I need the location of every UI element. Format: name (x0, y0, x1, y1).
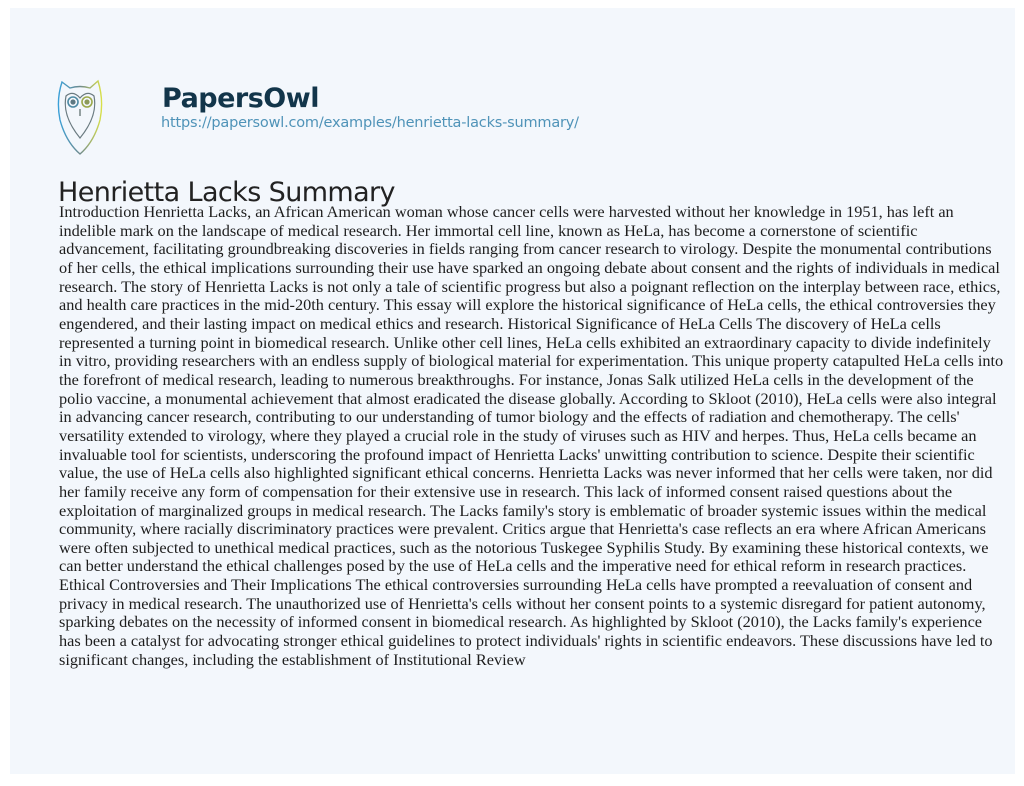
essay-line: versatility extended to virology, where they played a crucial role in the study of viruses such as HIV and herpes. Thus, HeLa cells became an (59, 425, 977, 445)
essay-line: invaluable tool for scientists, underscoring the profound impact of Henrietta Lacks' unwitting contribution to science. Despite their scientific (59, 444, 975, 464)
essay-line: polio vaccine, a monumental achievement that almost eradicated the disease globally. According to Skloot (2010), HeLa cells were also integral (59, 388, 997, 408)
essay-line: Introduction Henrietta Lacks, an African American woman whose cancer cells were harvested without her knowledge in 1951, has left an (59, 202, 954, 221)
essay-line: in vitro, providing researchers with an endless supply of biological material for experimentation. This unique property catapulted HeLa cells into (59, 351, 1004, 371)
essay-line: in advancing cancer research, contributing to our understanding of tumor biology and the effects of radiation and chemotherapy. The cells' (59, 407, 960, 427)
essay-line: can better understand the ethical challenges posed by the use of HeLa cells and the imperative need for ethical reform in research practices. (59, 556, 967, 576)
essay-body (59, 202, 1004, 669)
brand-name: PapersOwl (162, 83, 319, 114)
essay-line: of her cells, the ethical implications surrounding their use have sparked an ongoing debate about consent and the rights of individuals in medical (59, 257, 1000, 277)
essay-line: her family receive any form of compensation for their extensive use in research. This lack of informed consent raised questions about the (59, 481, 953, 501)
essay-line: research. The story of Henrietta Lacks is not only a tale of scientific progress but also a poignant reflection on the interplay between race, ethics, (59, 276, 1001, 296)
essay-line: value, the use of HeLa cells also highlighted significant ethical concerns. Henrietta Lacks was never informed that her cells were taken, nor did (59, 463, 993, 483)
essay-line: advancement, facilitating groundbreaking discoveries in fields ranging from cancer research to virology. Despite the monumental contributions (59, 239, 992, 259)
essay-line: significant changes, including the establishment of Institutional Review (59, 649, 526, 669)
essay-line: sparking debates on the necessity of informed consent in biomedical research. As highlighted by Skloot (2010), the Lacks family's experience (59, 612, 983, 632)
document-card (10, 8, 1015, 774)
essay-line: exploitation of marginalized groups in medical research. The Lacks family's story is emblematic of broader systemic issues within the medical (59, 500, 987, 520)
essay-line: privacy in medical research. The unauthorized use of Henrietta's cells without her consent points to a systemic disregard for patient autonomy, (59, 593, 986, 613)
owl-logo-icon (56, 76, 104, 156)
essay-line: indelible mark on the landscape of medical research. Her immortal cell line, known as HeLa, has become a cornerstone of scientific (59, 220, 918, 240)
essay-line: Ethical Controversies and Their Implications The ethical controversies surrounding HeLa cells have prompted a reevaluation of consent and (59, 575, 973, 595)
essay-line: represented a turning point in biomedical research. Unlike other cell lines, HeLa cells exhibited an extraordinary capacity to divide indefinitely (59, 332, 991, 352)
page-title: Henrietta Lacks Summary (58, 177, 395, 208)
page-url-link[interactable]: https://papersowl.com/examples/henrietta-lacks-summary/ (161, 115, 579, 131)
essay-line: and health care practices in the mid-20th century. This essay will explore the historical significance of HeLa cells, the ethical controversies they (59, 295, 996, 315)
essay-line: were often subjected to unethical medical practices, such as the notorious Tuskegee Syphilis Study. By examining these historical contexts, we (59, 537, 989, 557)
essay-line: has been a catalyst for advocating stronger ethical guidelines to protect individuals' rights in scientific endeavors. These discussions have led to (59, 631, 993, 651)
essay-line: engendered, and their lasting impact on medical ethics and research. Historical Significance of HeLa Cells The discovery of HeLa cells (59, 313, 941, 333)
essay-line: community, where racially discriminatory practices were prevalent. Critics argue that Henrietta's case reflects an era where African Americans (59, 519, 986, 539)
essay-line: the forefront of medical research, leading to numerous breakthroughs. For instance, Jonas Salk utilized HeLa cells in the development of the (59, 369, 974, 389)
